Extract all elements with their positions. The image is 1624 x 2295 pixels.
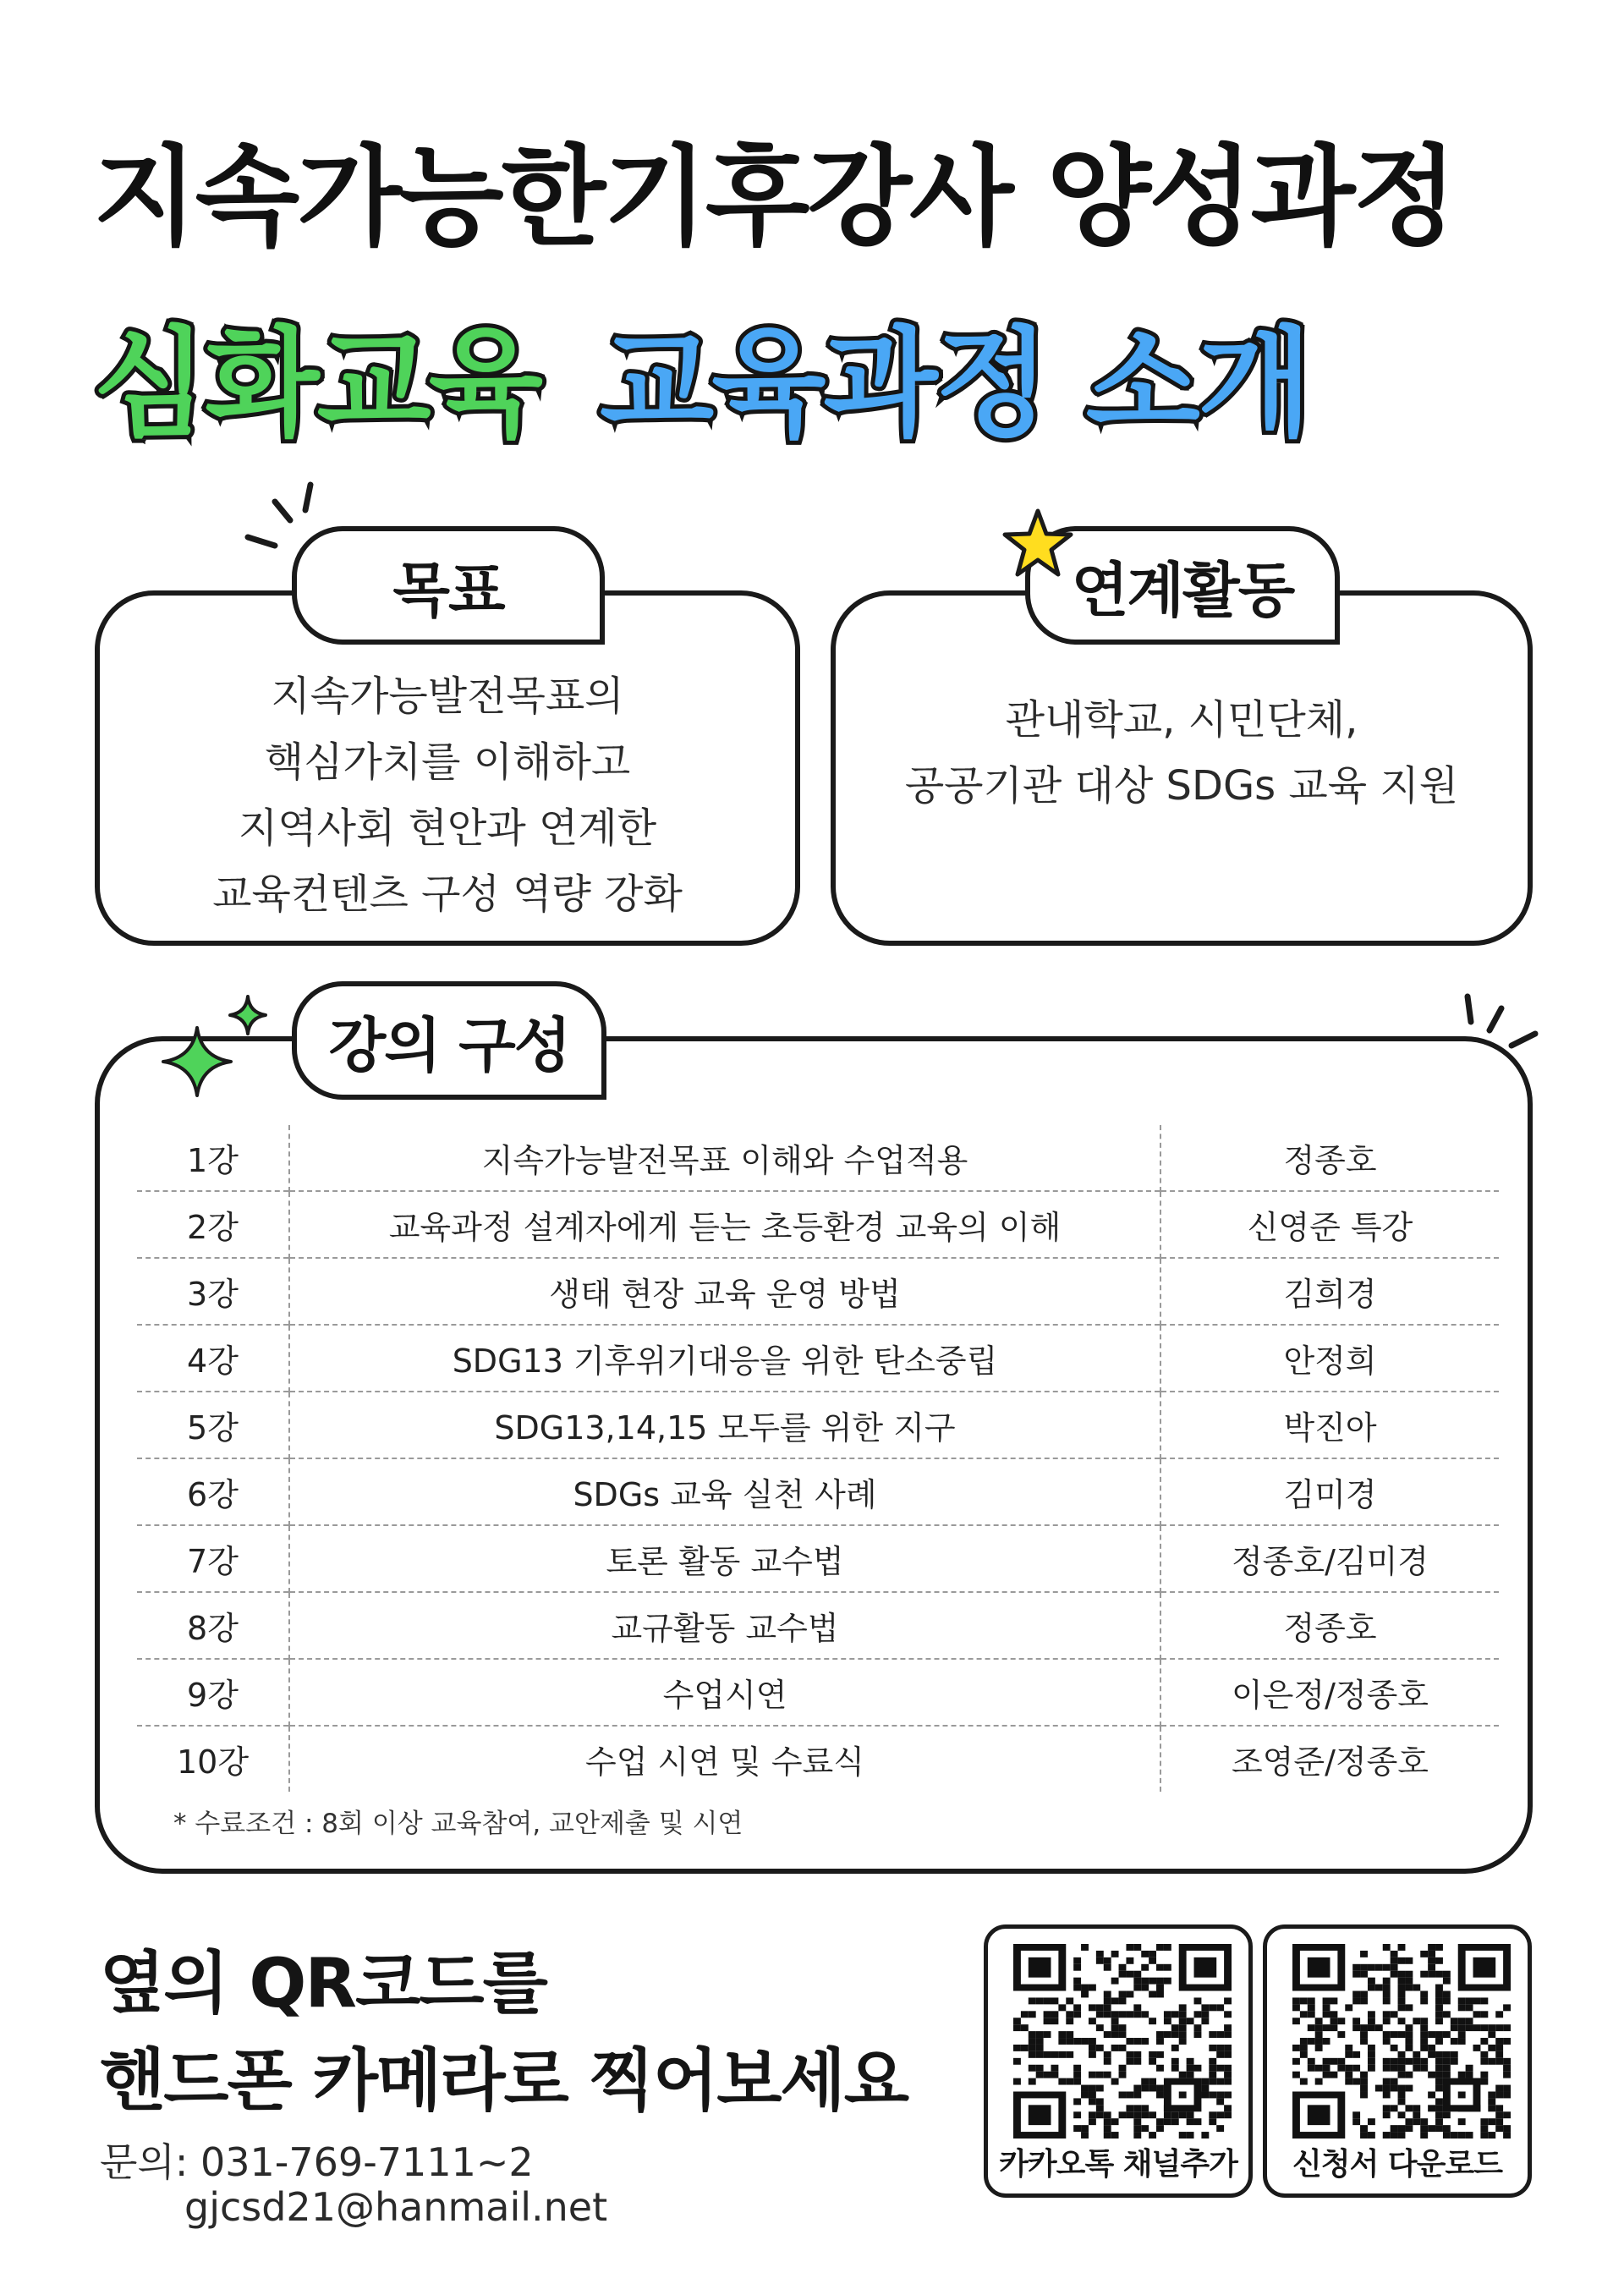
burst-lines-icon [1459,990,1552,1066]
contact-email[interactable]: gjcsd21@hanmail.net [184,2184,608,2230]
green-sparkle-icon [151,990,286,1125]
lecture-instructor: 정종호 [1160,1592,1499,1659]
activity-line: 공공기관 대상 SDGs 교육 지원 [904,762,1459,810]
lecture-number: 8강 [137,1592,289,1659]
qr-message-line2: 핸드폰 카메라로 찍어보세요 [100,2041,908,2120]
lecture-number: 6강 [137,1458,289,1525]
lecture-title: 수업 시연 및 수료식 [289,1726,1160,1792]
qr-code-icon[interactable] [1292,1944,1511,2139]
lecture-number: 5강 [137,1392,289,1458]
subtitle-curriculum-intro: 교육과정 소개 [599,316,1310,453]
page-subtitle [93,316,1310,453]
lecture-number: 4강 [137,1325,289,1392]
lecture-number: 3강 [137,1258,289,1325]
lecture-instructor: 이은정/정종호 [1160,1659,1499,1726]
table-row [137,1525,1499,1592]
download-qr-card[interactable] [1263,1924,1532,2198]
lecture-instructor: 안정희 [1160,1325,1499,1392]
lecture-table [137,1125,1499,1792]
table-row [137,1325,1499,1392]
table-row [137,1659,1499,1726]
table-row [137,1191,1499,1258]
lecture-title: 지속가능발전목표 이해와 수업적용 [289,1125,1160,1191]
goal-line: 지역사회 현안과 연계한 [238,804,657,852]
lecture-instructor: 김희경 [1160,1258,1499,1325]
qr-code-icon[interactable] [1013,1944,1232,2139]
completion-note: * 수료조건 : 8회 이상 교육참여, 교안제출 및 시연 [173,1809,743,1839]
table-row [137,1458,1499,1525]
goal-description [100,663,795,927]
lecture-instructor: 김미경 [1160,1458,1499,1525]
subtitle-advanced-education: 심화교육 [93,316,540,453]
lecture-number: 1강 [187,1142,239,1179]
activity-description [836,687,1528,819]
goal-line: 교육컨텐츠 구성 역량 강화 [212,870,683,918]
lecture-title: SDGs 교육 실천 사례 [289,1458,1160,1525]
qr-message-line1: 옆의 QR코드를 [100,1944,546,2023]
lecture-instructor: 박진아 [1160,1392,1499,1458]
page-title: 지속가능한기후강사 양성과정 [93,135,1455,261]
yellow-star-icon [1000,506,1076,582]
goal-line: 핵심가치를 이해하고 [264,738,631,786]
lecture-title: SDG13,14,15 모두를 위한 지구 [289,1392,1160,1458]
lecture-number: 2강 [137,1191,289,1258]
activity-tab: 연계활동 [1025,526,1340,645]
table-row [137,1392,1499,1458]
lecture-title: SDG13 기후위기대응을 위한 탄소중립 [289,1325,1160,1392]
table-row [137,1258,1499,1325]
lecture-title: 토론 활동 교수법 [289,1525,1160,1592]
lecture-instructor: 정종호 [1160,1125,1499,1191]
kakao-qr-card[interactable] [984,1924,1253,2198]
lecture-number: 7강 [137,1525,289,1592]
lecture-number: 10강 [137,1726,289,1792]
lecture-title: 교육과정 설계자에게 듣는 초등환경 교육의 이해 [289,1191,1160,1258]
table-row [137,1726,1499,1792]
lecture-title: 수업시연 [289,1659,1160,1726]
table-row [137,1125,1499,1191]
goal-line: 지속가능발전목표의 [271,673,624,720]
lecture-title: 생태 현장 교육 운영 방법 [289,1258,1160,1325]
activity-line: 관내학교, 시민단체, [1005,696,1358,744]
lectures-tab: 강의 구성 [292,981,606,1100]
contact-phone: 문의: 031-769-7111~2 [100,2139,534,2185]
download-qr-label: 신청서 다운로드 [1292,2147,1502,2182]
goal-tab: 목표 [292,526,605,645]
table-row [137,1592,1499,1659]
lecture-instructor: 정종호/김미경 [1160,1525,1499,1592]
kakao-qr-label: 카카오톡 채널추가 [999,2147,1237,2182]
lecture-instructor: 조영준/정종호 [1160,1726,1499,1792]
lecture-number: 9강 [137,1659,289,1726]
lecture-title: 교규활동 교수법 [289,1592,1160,1659]
lecture-instructor: 신영준 특강 [1160,1191,1499,1258]
